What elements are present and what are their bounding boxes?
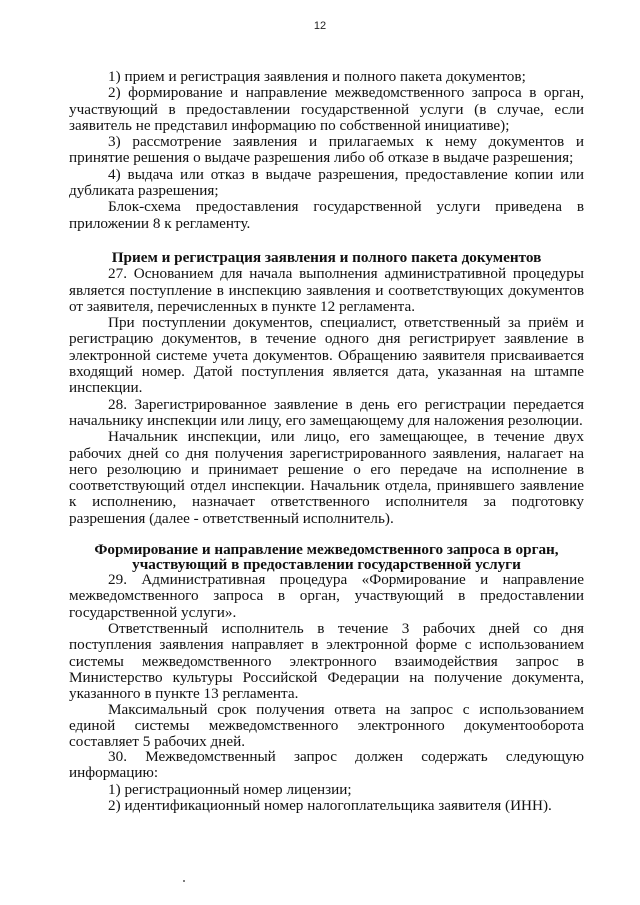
list-item-4: 4) выдача или отказ в выдаче разрешения, предоставление копии или дубликата разрешения; — [69, 165, 584, 200]
request-item-1: 1) регистрационный номер лицензии; — [108, 780, 352, 798]
paragraph-30: 30. Межведомственный запрос должен содержать следующую информацию: — [69, 748, 584, 782]
section-heading-interagency-request: Формирование и направление межведомственного запроса в орган, участвующий в предоставлении государственной услуги — [94, 541, 559, 573]
paragraph-27: 27. Основанием для начала выполнения административной процедуры является поступление в инспекцию заявления и соответствующих документов от заявителя, перечисленных в пункте 12 регламента. — [69, 265, 584, 315]
request-item-2: 2) идентификационный номер налогоплательщика заявителя (ИНН). — [108, 797, 552, 815]
paragraph-executor-request: Ответственный исполнитель в течение 3 рабочих дней со дня поступления заявления направляет в электронной форме с использованием системы межведомственного электронного взаимодействия запрос в Министерство культуры Российской Федерации на получение документа, указанного в пункте 13 регламента. — [69, 619, 584, 703]
list-item-3: 3) рассмотрение заявления и прилагаемых к нему документов и принятие решения о выдаче разрешения либо об отказе в выдаче разрешения; — [69, 133, 584, 167]
document-body — [69, 69, 584, 814]
paragraph-28: 28. Зарегистрированное заявление в день его регистрации передается начальнику инспекции или лицу, его замещающему для наложения резолюции. — [69, 395, 584, 429]
flowchart-reference-paragraph: Блок-схема предоставления государственной услуги приведена в приложении 8 к регламенту. — [69, 198, 584, 232]
paragraph-head-resolution: Начальник инспекции, или лицо, его замещающее, в течение двух рабочих дней со дня получения зарегистрированного заявления, налагает на него резолюцию и принимает решение о его передаче на исполнение в соответствующий отдел инспекции. Начальник отдела, принявшего заявление к исполнению, назначает ответственного исполнителя за подготовку разрешения (далее - ответственный исполнитель). — [69, 428, 584, 527]
list-item-1: 1) прием и регистрация заявления и полного пакета документов; — [108, 68, 526, 85]
section-heading-reception: Прием и регистрация заявления и полного пакета документов — [111, 248, 542, 266]
page-number: 12 — [313, 20, 327, 32]
paragraph-response-deadline: Максимальный срок получения ответа на запрос с использованием единой системы межведомственного электронного документооборота составляет 5 рабочих дней. — [69, 701, 584, 750]
scan-dot — [183, 880, 185, 882]
paragraph-29: 29. Административная процедура «Формирование и направление межведомственного запроса в орган, участвующий в предоставлении государственной услуги». — [69, 571, 584, 621]
list-item-2: 2) формирование и направление межведомственного запроса в орган, участвующий в предоставлении государственной услуги (в случае, если заявитель не представил информацию по собственной инициативе); — [69, 84, 584, 134]
paragraph-document-receipt: При поступлении документов, специалист, ответственный за приём и регистрацию документов, в течение одного дня регистрирует заявление в электронной системе учета документов. Обращению заявителя присваивается входящий номер. Датой поступления является дата, указанная на штампе инспекции. — [69, 314, 584, 397]
